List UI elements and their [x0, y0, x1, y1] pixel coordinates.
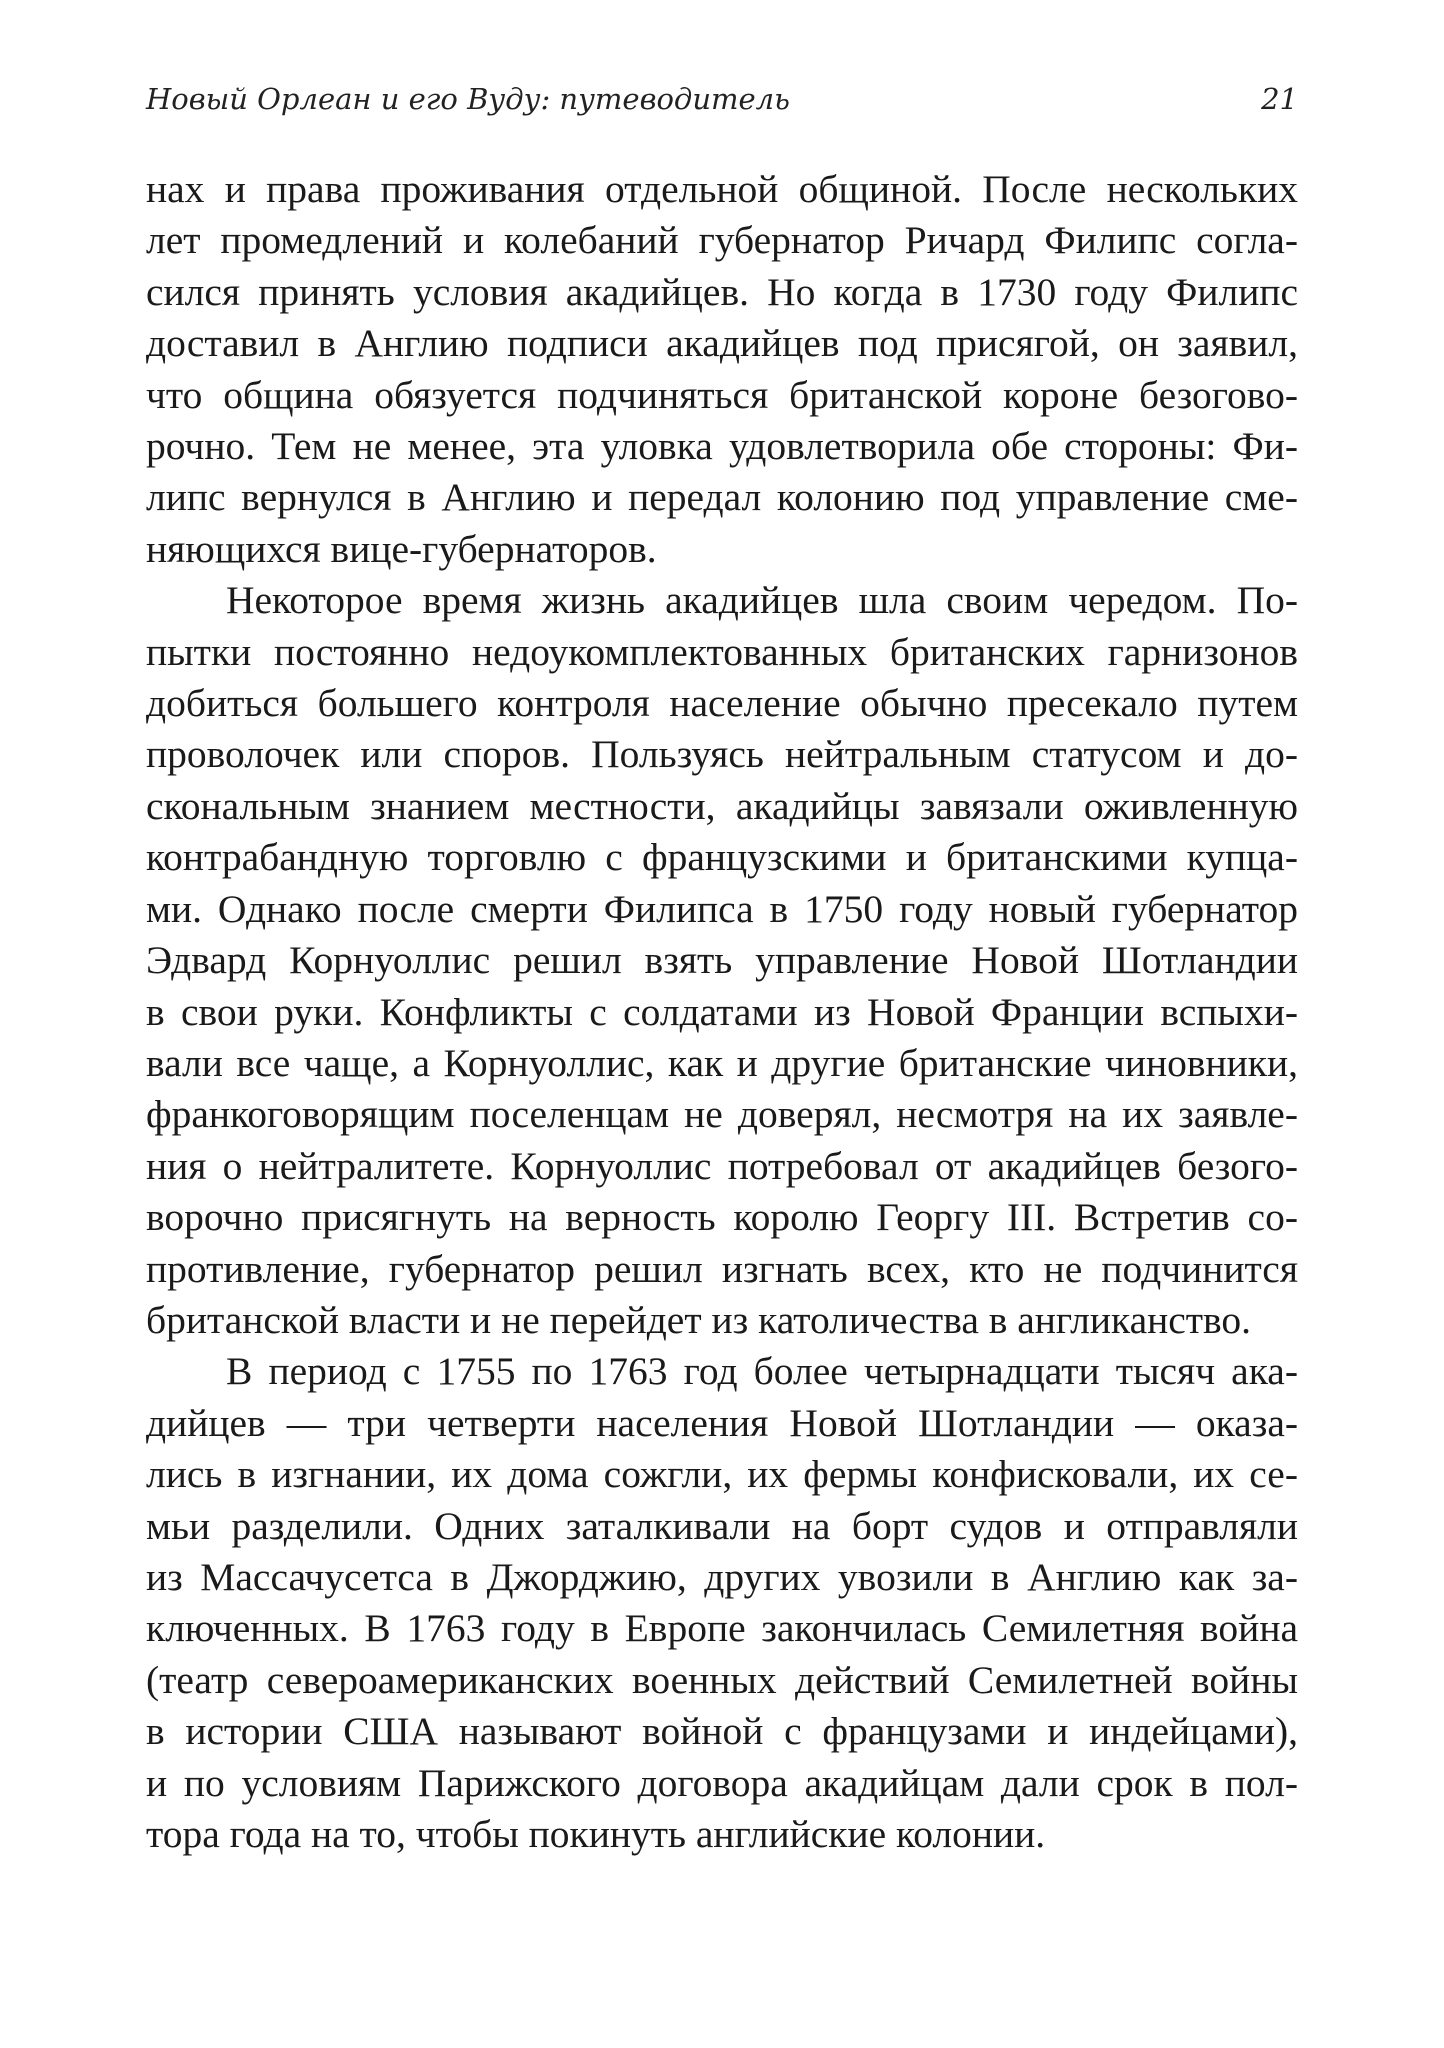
- text-line: и по условиям Парижского договора акадийцам дали срок в пол-: [146, 1760, 1298, 1805]
- text-line: лет промедлений и колебаний губернатор Ричард Филипс согла-: [146, 218, 1298, 263]
- text-line: в свои руки. Конфликты с солдатами из Новой Франции вспыхи-: [146, 989, 1298, 1034]
- text-line: тора года на то, чтобы покинуть английские колонии.: [146, 1812, 1046, 1856]
- text-line: вали все чаще, а Корнуоллис, как и другие британские чиновники,: [146, 1040, 1298, 1085]
- text-line: доставил в Англию подписи акадийцев под присягой, он заявил,: [146, 321, 1298, 366]
- text-line: ния о нейтралитете. Корнуоллис потребовал от акадийцев безого-: [146, 1143, 1298, 1188]
- text-line: ми. Однако после смерти Филипса в 1750 году новый губернатор: [146, 886, 1298, 931]
- body-text: [146, 164, 1298, 1860]
- text-line: добиться большего контроля население обычно пресекало путем: [146, 681, 1298, 726]
- page-number: 21: [1261, 82, 1298, 116]
- text-line: проволочек или споров. Пользуясь нейтральным статусом и до-: [146, 732, 1298, 777]
- running-title: Новый Орлеан и его Вуду: путеводитель: [146, 82, 790, 116]
- text-line: мьи разделили. Одних заталкивали на борт судов и отправляли: [146, 1503, 1298, 1548]
- text-line: противление, губернатор решил изгнать всех, кто не подчинится: [146, 1246, 1298, 1291]
- text-line: рочно. Тем не менее, эта уловка удовлетворила обе стороны: Фи-: [146, 424, 1298, 469]
- text-line: лись в изгнании, их дома сожгли, их фермы конфисковали, их се-: [146, 1452, 1298, 1497]
- text-line: липс вернулся в Англию и передал колонию под управление сме-: [146, 475, 1298, 520]
- text-line: нах и права проживания отдельной общиной. После нескольких: [146, 167, 1298, 211]
- text-line: британской власти и не перейдет из католичества в англиканство.: [146, 1297, 1252, 1342]
- running-header: [146, 82, 1298, 132]
- text-line: что община обязуется подчиняться британской короне безогово-: [146, 372, 1298, 417]
- text-line: Эдвард Корнуоллис решил взять управление Новой Шотландии: [146, 938, 1298, 983]
- text-line: из Массачусетса в Джорджию, других увозили в Англию как за-: [146, 1554, 1298, 1599]
- text-line: дийцев — три четверти населения Новой Шотландии — оказа-: [146, 1400, 1298, 1445]
- text-line: Некоторое время жизнь акадийцев шла своим чередом. По-: [226, 578, 1298, 623]
- text-line: франкоговорящим поселенцам не доверял, несмотря на их заявле-: [146, 1092, 1298, 1137]
- text-line: ключенных. В 1763 году в Европе закончилась Семилетняя война: [146, 1606, 1298, 1651]
- text-line: сился принять условия акадийцев. Но когда в 1730 году Филипс: [146, 269, 1298, 314]
- text-line: (театр североамериканских военных действий Семилетней войны: [146, 1657, 1298, 1702]
- text-line: няющихся вице-губернаторов.: [146, 526, 657, 571]
- text-line: контрабандную торговлю с французскими и британскими купца-: [146, 835, 1298, 880]
- text-line: в истории США называют войной с французами и индейцами),: [146, 1709, 1298, 1754]
- text-line: ворочно присягнуть на верность королю Георгу III. Встретив со-: [146, 1195, 1298, 1240]
- text-line: пытки постоянно недоукомплектованных британских гарнизонов: [146, 629, 1298, 674]
- text-line: скональным знанием местности, акадийцы завязали оживленную: [146, 783, 1298, 828]
- text-line: В период с 1755 по 1763 год более четырнадцати тысяч ака-: [226, 1349, 1298, 1394]
